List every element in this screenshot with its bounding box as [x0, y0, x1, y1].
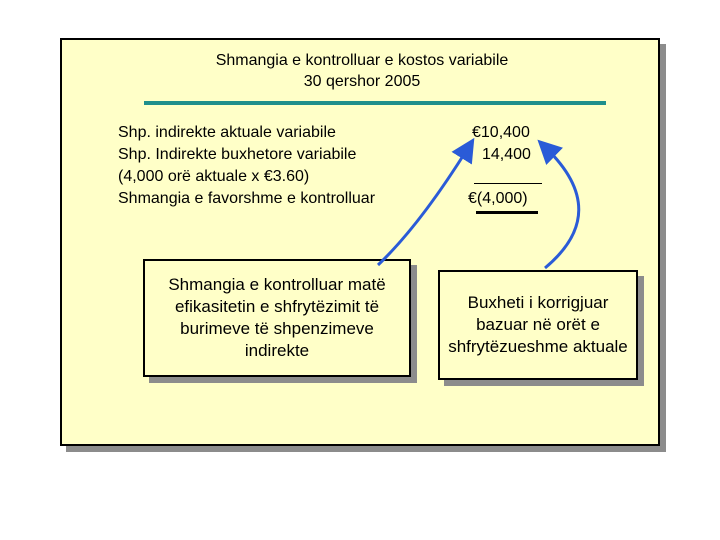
row-value-variance: €(4,000)	[468, 190, 528, 207]
title-divider	[144, 101, 606, 105]
left-callout-text: Shmangia e kontrolluar matë efikasitetin e shfrytëzimit të burimeve të shpenzimeve indirekte	[168, 275, 386, 360]
row-value-actual: €10,400	[472, 124, 530, 141]
title-line-2: 30 qershor 2005	[303, 73, 421, 90]
row-label-variance: Shmangia e favorshme e kontrolluar	[118, 190, 376, 207]
total-double-rule	[476, 211, 538, 214]
right-callout-box	[438, 270, 638, 380]
slide-title	[62, 50, 662, 92]
row-label-calculation: (4,000 orë aktuale x €3.60)	[118, 168, 310, 185]
left-callout-box	[143, 259, 411, 377]
row-value-budget: 14,400	[482, 146, 531, 163]
right-callout-text: Buxheti i korrigjuar bazuar në orët e shfrytëzueshme aktuale	[448, 293, 628, 356]
row-label-actual: Shp. indirekte aktuale variabile	[118, 124, 336, 141]
calculation-underline	[474, 183, 542, 184]
title-line-1: Shmangia e kontrolluar e kostos variabile	[215, 52, 509, 69]
row-label-budget: Shp. Indirekte buxhetore variabile	[118, 146, 357, 163]
